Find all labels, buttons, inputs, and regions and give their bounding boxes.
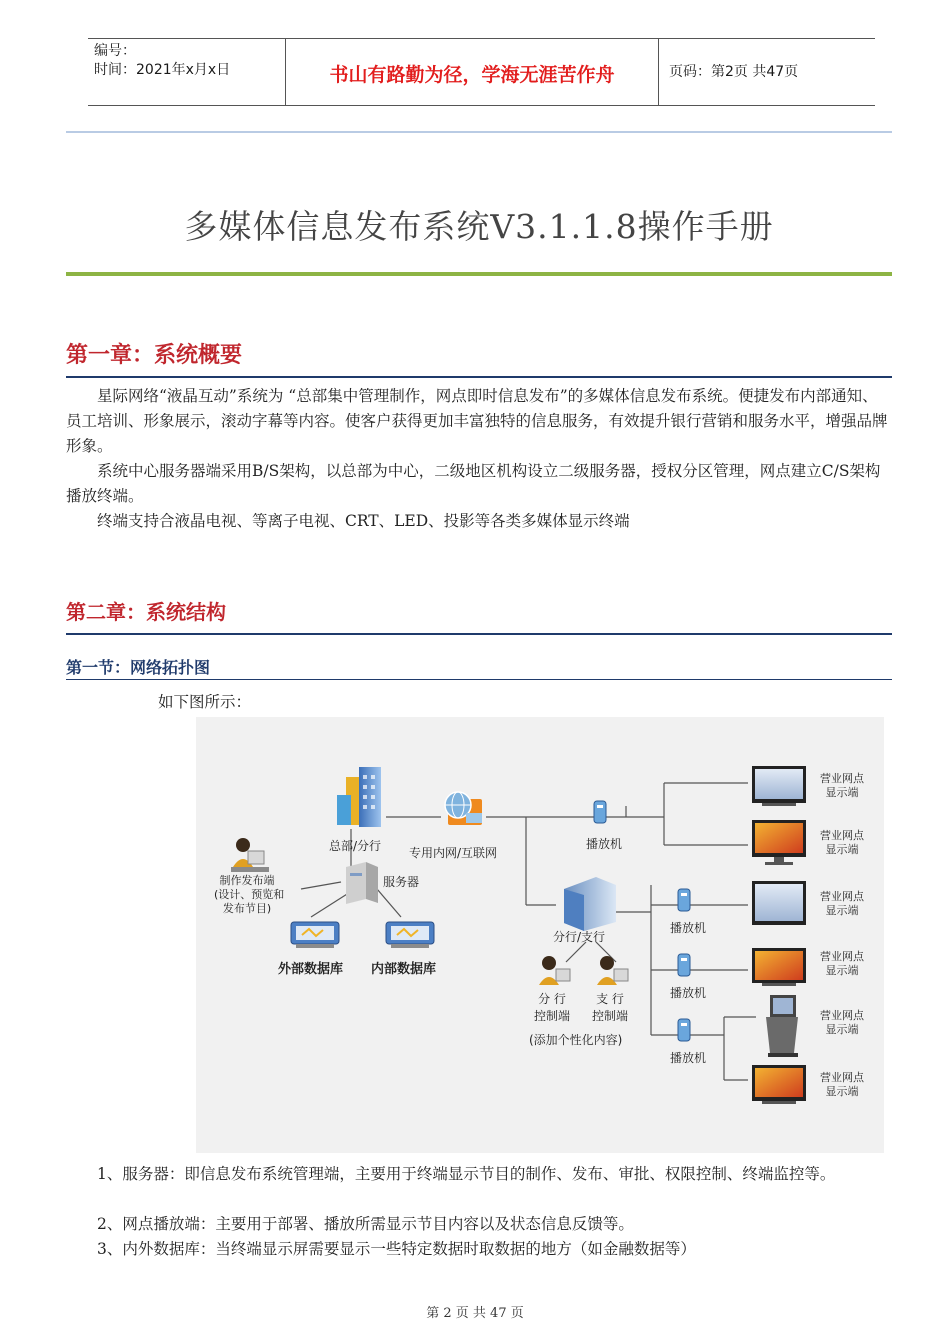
player-icon	[678, 1019, 690, 1041]
sub-branch-control-person-icon	[597, 956, 628, 985]
label-player: 播放机	[670, 921, 707, 935]
header-divider	[66, 131, 892, 133]
display-terminal-icon	[752, 1065, 806, 1104]
external-database-icon	[291, 922, 339, 948]
network-topology-diagram	[196, 717, 884, 1153]
label-terminal	[812, 1009, 872, 1037]
header-page-info: 页码：第2页 共47页	[669, 64, 799, 80]
section1-rule	[66, 679, 892, 680]
label-hq: 总部/分行	[329, 839, 382, 853]
hq-building-icon	[337, 767, 381, 827]
label-terminal-line: 营业网点	[820, 1009, 864, 1022]
display-terminal-icon	[752, 881, 806, 925]
chapter1-paragraph: 星际网络“液晶互动”系统为 “总部集中管理制作，网点即时信息发布”的多媒体信息发布系统。便捷发布内部通知、员工培训、形象展示，滚动字幕等内容。使客户获得更加丰富独特的信息服务，有效提升银行营销和服务水平，增强品牌形象。	[66, 387, 888, 455]
label-terminal-line: 显示端	[825, 1085, 859, 1098]
label-terminal	[812, 772, 872, 800]
chapter2-rule	[66, 633, 892, 635]
label-terminal	[812, 1071, 872, 1099]
label-terminal-line: 显示端	[825, 843, 859, 856]
player-icon	[594, 801, 606, 823]
label-terminal	[812, 829, 872, 857]
list-item: 3、内外数据库：当终端显示屏需要显示一些特定数据时取数据的地方（如金融数据等）	[97, 1240, 696, 1258]
label-branch-control	[526, 991, 578, 1025]
label-producer-line: 制作发布端	[219, 874, 275, 887]
label-terminal	[812, 890, 872, 918]
label-external-db: 外部数据库	[278, 962, 344, 977]
branch-control-person-icon	[539, 956, 570, 985]
chapter2-heading: 第二章：系统结构	[66, 600, 226, 624]
branch-building-icon	[564, 877, 616, 931]
chapter1-heading: 第一章：系统概要	[66, 343, 243, 368]
title-underline	[66, 272, 892, 276]
header-motto: 书山有路勤为径，学海无涯苦作舟	[285, 39, 659, 105]
header-number-label: 编号：	[94, 43, 136, 59]
label-sub-branch-control-line: 控制端	[591, 1009, 628, 1023]
label-producer-line: 发布节目)	[222, 902, 272, 915]
label-terminal-line: 营业网点	[820, 772, 864, 785]
label-terminal-line: 营业网点	[820, 950, 864, 963]
chapter1-paragraph: 系统中心服务器端采用B/S架构，以总部为中心，二级地区机构设立二级服务器，授权分区管理，网点建立C/S架构播放终端。	[66, 462, 881, 505]
label-terminal-line: 显示端	[825, 1023, 859, 1036]
page-footer: 第 2 页 共 47 页	[426, 1306, 524, 1321]
label-producer	[214, 874, 285, 916]
header-meta-cell	[88, 39, 285, 105]
label-terminal-line: 显示端	[825, 964, 859, 977]
internal-database-icon	[386, 922, 434, 948]
figure-intro: 如下图所示：	[158, 693, 252, 711]
page-header-table	[88, 38, 875, 106]
display-terminal-icon	[752, 948, 806, 986]
label-producer-line: (设计、预览和	[214, 888, 285, 901]
label-terminal-line: 营业网点	[820, 1071, 864, 1084]
player-icon	[678, 889, 690, 911]
label-sub-branch-control	[584, 991, 636, 1025]
chapter1-rule	[66, 376, 892, 378]
list-item: 1、服务器：即信息发布系统管理端，主要用于终端显示节目的制作、发布、审批、权限控制、终端监控等。	[97, 1165, 836, 1183]
producer-person-icon	[231, 838, 269, 872]
player-icon	[678, 954, 690, 976]
list-item: 2、网点播放端：主要用于部署、播放所需显示节目内容以及状态信息反馈等。	[97, 1215, 634, 1233]
label-server: 服务器	[383, 875, 420, 889]
kiosk-terminal-icon	[766, 995, 798, 1057]
label-terminal-line: 显示端	[825, 904, 859, 917]
label-branch: 分行/支行	[553, 930, 606, 944]
label-player: 播放机	[670, 1051, 707, 1065]
label-player: 播放机	[670, 986, 707, 1000]
label-terminal-line: 显示端	[825, 786, 859, 799]
label-custom-note: (添加个性化内容)	[529, 1033, 623, 1047]
chapter1-paragraph: 终端支持合液晶电视、等离子电视、CRT、LED、投影等各类多媒体显示终端	[97, 512, 630, 530]
network-globe-icon	[445, 792, 482, 825]
label-branch-control-line: 控制端	[533, 1009, 570, 1023]
topology-graphic	[196, 717, 884, 1153]
section1-heading: 第一节：网络拓扑图	[66, 658, 211, 677]
label-terminal-line: 营业网点	[820, 890, 864, 903]
display-terminal-icon	[752, 766, 806, 806]
label-sub-branch-control-line: 支 行	[596, 992, 624, 1006]
header-date: 时间：2021年x月x日	[94, 62, 231, 78]
label-internal-db: 内部数据库	[371, 962, 437, 977]
document-title: 多媒体信息发布系统V3.1.1.8操作手册	[184, 207, 774, 246]
label-branch-control-line: 分 行	[538, 992, 566, 1006]
server-icon	[346, 862, 378, 904]
label-terminal-line: 营业网点	[820, 829, 864, 842]
label-terminal	[812, 950, 872, 978]
display-terminal-icon	[752, 820, 806, 865]
label-network: 专用内网/互联网	[409, 846, 498, 860]
label-player: 播放机	[586, 837, 623, 851]
